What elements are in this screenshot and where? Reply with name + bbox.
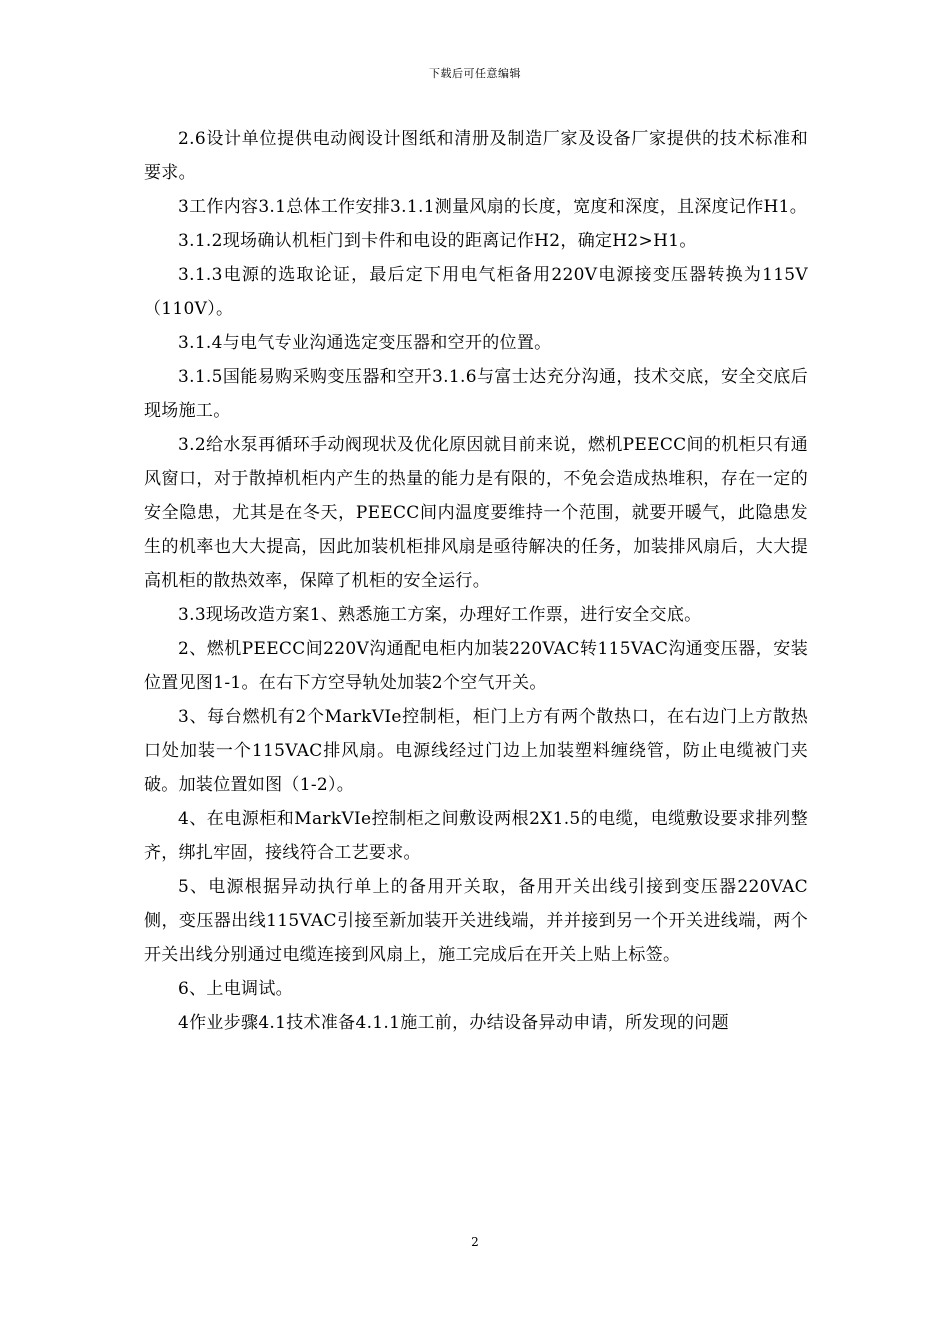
paragraph: 3.2给水泵再循环手动阀现状及优化原因就目前来说，燃机PEECC间的机柜只有通风窗口，对于散掉机柜内产生的热量的能力是有限的，不免会造成热堆积，存在一定的安全隐患，尤其是在冬天，PEECC间内温度要维持一个范围，就要开暖气，此隐患发生的机率也大大提高，因此加装机柜排风扇是亟待解决的任务，加装排风扇后，大大提高机柜的散热效率，保障了机柜的安全运行。 bbox=[144, 435, 808, 591]
page-number: 2 bbox=[471, 1235, 479, 1249]
paragraph: 6、上电调试。 bbox=[178, 979, 293, 999]
paragraph: 3工作内容3.1总体工作安排3.1.1测量风扇的长度，宽度和深度，且深度记作H1。 bbox=[178, 197, 808, 217]
paragraph: 2.6设计单位提供电动阀设计图纸和清册及制造厂家及设备厂家提供的技术标准和要求。 bbox=[144, 129, 808, 183]
paragraph: 3.1.4与电气专业沟通选定变压器和空开的位置。 bbox=[178, 333, 552, 353]
document-body bbox=[144, 122, 808, 1040]
paragraph: 4、在电源柜和MarkVIe控制柜之间敷设两根2X1.5的电缆，电缆敷设要求排列整齐，绑扎牢固，接线符合工艺要求。 bbox=[144, 809, 808, 863]
paragraph: 3.3现场改造方案1、熟悉施工方案，办理好工作票，进行安全交底。 bbox=[178, 605, 702, 625]
page-header: 下载后可任意编辑 bbox=[429, 67, 521, 80]
paragraph: 4作业步骤4.1技术准备4.1.1施工前，办结设备异动申请，所发现的问题 bbox=[178, 1013, 729, 1033]
paragraph: 3.1.5国能易购采购变压器和空开3.1.6与富士达充分沟通，技术交底，安全交底后现场施工。 bbox=[144, 367, 808, 421]
paragraph: 2、燃机PEECC间220V沟通配电柜内加装220VAC转115VAC沟通变压器，安装位置见图1-1。在右下方空导轨处加装2个空气开关。 bbox=[144, 639, 808, 693]
paragraph: 3.1.3电源的选取论证，最后定下用电气柜备用220V电源接变压器转换为115V（110V）。 bbox=[144, 265, 808, 319]
paragraph: 3.1.2现场确认机柜门到卡件和电设的距离记作H2，确定H2>H1。 bbox=[178, 231, 697, 251]
paragraph: 3、每台燃机有2个MarkVIe控制柜，柜门上方有两个散热口，在右边门上方散热口处加装一个115VAC排风扇。电源线经过门边上加装塑料缠绕管，防止电缆被门夹破。加装位置如图（1-2）。 bbox=[144, 707, 808, 795]
paragraph: 5、电源根据异动执行单上的备用开关取，备用开关出线引接到变压器220VAC侧，变压器出线115VAC引接至新加装开关进线端，并并接到另一个开关进线端，两个开关出线分别通过电缆连接到风扇上，施工完成后在开关上贴上标签。 bbox=[144, 877, 808, 965]
